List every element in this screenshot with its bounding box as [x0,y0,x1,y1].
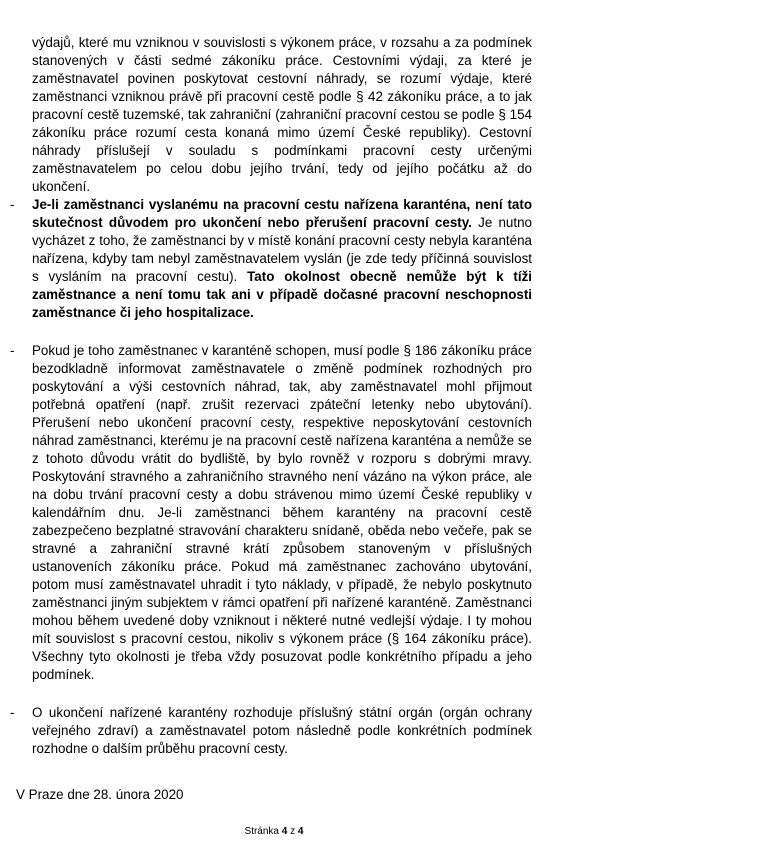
bullet-dash-2: - [10,343,15,358]
paragraph-2-text: Pokud je toho zaměstnanec v karanténě schopen, musí podle § 186 zákoníku práce bezodkladně informovat zaměstnavatele o změně podmínek rozhodných pro poskytování a výši cestovních náhrad, tak, aby zaměstnavatel mohl přijmout potřebná opatření (např. zrušit rezervaci zpáteční letenky nebo ubytování). Přerušení nebo ukončení pracovní cesty, respektive neposkytování cestovních náhrad zaměstnanci, kterému je na pracovní cestě nařízena karanténa a nemůže se z tohoto důvodu vrátit do bydliště, by bylo rovněž v rozporu s dobrými mravy. Poskytování stravného a zahraničního stravného není vázáno na výkon práce, ale na dobu trvání pracovní cesty a dobu strávenou mimo území České republiky v kalendářním dnu. Je-li zaměstnanci během karantény na pracovní cestě zabezpečeno bezplatné stravování charakteru snídaně, oběda nebo večeře, pak se stravné a zahraniční stravné krátí způsobem stanoveným v příslušných ustanoveních zákoníku práce. Pokud má zaměstnanec zachováno ubytování, potom musí zaměstnavatel uhradit i tyto náklady, v případě, že nebylo poskytnuto zaměstnanci jiným subjektem v rámci opatření při nařízené karanténě. Zaměstnanci mohou během uvedené doby vzniknout i některé nutné vedlejší výdaje. I ty mohou mít souvislost s pracovní cestou, nikoliv s výkonem práce (§ 164 zákoníku práce). Všechny tyto okolnosti je třeba vždy posuzovat podle konkrétního případu a jeho podmínek. [32,343,532,682]
footer-current-page: 4 [281,826,288,837]
footer-total-pages: 4 [297,826,304,837]
paragraph-0 [32,34,532,196]
date-line: V Praze dne 28. února 2020 [16,787,184,802]
footer-label: Stránka [244,826,279,837]
paragraph-0-text: výdajů, které mu vzniknou v souvislosti s výkonem práce, v rozsahu a za podmínek stanovených v části sedmé zákoníku práce. Cestovními výdaji, za které je zaměstnavatel povinen poskytovat cestovní náhrady, se rozumí výdaje, které zaměstnanci vzniknou právě při pracovní cestě podle § 42 zákoníku práce, a to jak pracovní cestě tuzemské, tak zahraniční (zahraniční pracovní cestou se podle § 154 zákoníku práce rozumí cesta konaná mimo území České republiky). Cestovní náhrady příslušejí v souladu s podmínkami pracovní cesty určenými zaměstnavatelem po celou dobu jejího trvání, tedy od jejího počátku až do ukončení. [32,35,532,194]
paragraph-1-text: Je nutno vycházet z toho, že zaměstnanci by v místě konání pracovní cesty nebyla karanténa nařízena, kdyby tam nebyl zaměstnavatelem vyslán (je zde tedy příčinná souvislost s vysláním na pracovní cestu). [32,215,532,284]
page-footer [0,826,548,838]
paragraph-3-text: O ukončení nařízené karantény rozhoduje příslušný státní orgán (orgán ochrany veřejného zdraví) a zaměstnavatel potom následně podle konkrétních podmínek rozhodne o dalším průběhu pracovní cesty. [32,705,532,756]
bullet-dash-1: - [10,197,15,212]
paragraph-1 [32,196,532,322]
bullet-dash-3: - [10,705,15,720]
paragraph-3 [32,704,532,758]
paragraph-1-bold-a: Je-li zaměstnanci vyslanému na pracovní cestu nařízena karanténa, není tato skutečnost důvodem pro ukončení nebo přerušení pracovní cesty. [32,197,532,230]
paragraph-2 [32,342,532,684]
paragraph-1-bold-b: Tato okolnost obecně nemůže být k tíži zaměstnance a není tomu tak ani v případě dočasné pracovní neschopnosti zaměstnance či jeho hospitalizace. [32,269,532,320]
footer-sep: z [290,826,296,837]
